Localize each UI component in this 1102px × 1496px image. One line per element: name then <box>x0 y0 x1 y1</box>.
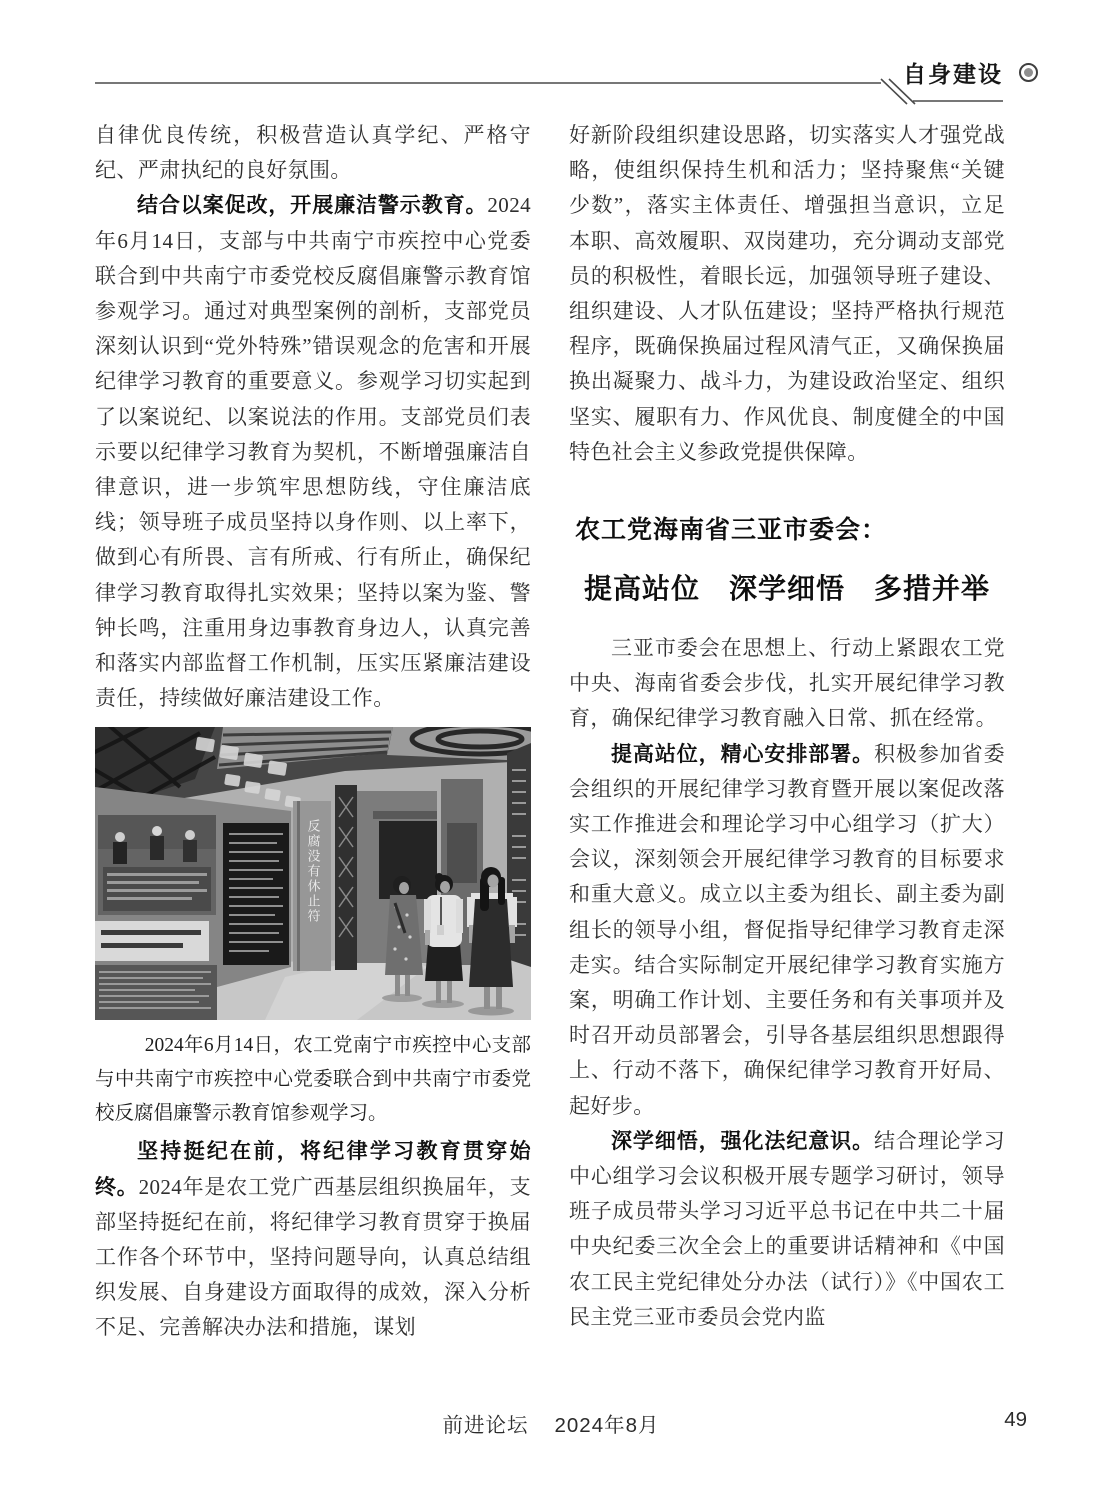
photo-courtroom-panel <box>98 815 216 915</box>
paragraph-intro: 三亚市委会在思想上、行动上紧跟农工党中央、海南省委会步伐，扎实开展纪律学习教育，确保纪律学习教育融入日常、抓在经常。 <box>569 636 1005 731</box>
exhibition-photo-figure <box>95 727 531 1020</box>
issue-date: 2024年8月 <box>554 1414 660 1437</box>
photo-lower-text-wall <box>95 965 217 1020</box>
article-title: 提高站位 深学细悟 多措并举 <box>583 573 990 605</box>
photo-caption-plate <box>95 921 209 961</box>
photo-corridor <box>357 779 483 965</box>
right-column <box>569 118 1005 1335</box>
paragraph-deep-study <box>569 1124 1005 1335</box>
photo-lattice-strip <box>335 785 357 970</box>
paragraph-discipline-first <box>95 1134 531 1345</box>
paragraph-lead: 坚持挺纪在前，将纪律学习教育贯穿始终。 <box>95 1140 531 1199</box>
photo-dark-text-board <box>223 823 289 965</box>
left-column <box>95 118 531 1346</box>
journal-name: 前进论坛 <box>442 1414 529 1437</box>
paragraph-lead: 结合以案促改，开展廉洁警示教育。 <box>137 194 488 218</box>
photo-vertical-banner <box>293 801 331 971</box>
paragraph-text: 积极参加省委会组织的开展纪律学习教育暨开展以案促改落实工作推进会和理论学习中心组学习（扩大）会议，深刻领会开展纪律学习教育的目标要求和重大意义。成立以主委为组长、副主委为副组长的领导小组，督促指导纪律学习教育走深走实。结合实际制定开展纪律学习教育实施方案，明确工作计划、主要任务和有关事项并及时召开动员部署会，引导各基层组织思想跟得上、行动不落下，确保纪律学习教育开好局、起好步。 <box>569 741 1005 1118</box>
photo-vertical-banner-text: 反腐没有休止符 <box>305 819 321 925</box>
paragraph-text: 结合理论学习中心组学习会议积极开展专题学习研讨，领导班子成员带头学习习近平总书记在中共二十届中央纪委三次全会上的重要讲话精神和《中国农工民主党纪律处分办法（试行）》《中国农工民主党三亚市委员会党内监 <box>569 1128 1005 1329</box>
paragraph-continuation: 自律优良传统，积极营造认真学纪、严格守纪、严肃执纪的良好氛围。 <box>95 123 531 183</box>
paragraph-case-warning-education <box>95 188 531 716</box>
paragraph-continuation: 好新阶段组织建设思路，切实落实人才强党战略，使组织保持生机和活力；坚持聚焦“关键少数”，落实主体责任、增强担当意识，立足本职、高效履职、双岗建功，充分调动支部党员的积极性，着眼长远，加强领导班子建设、组织建设、人才队伍建设；坚持严格执行规范程序，既确保换届过程风清气正，又确保换届换出凝聚力、战斗力，为建设政治坚定、组织坚实、履职有力、作风优良、制度健全的中国特色社会主义参政党提供保障。 <box>569 123 1005 464</box>
page-footer <box>0 1408 1102 1438</box>
section-label: 自身建设 <box>903 61 1003 87</box>
exhibition-photo <box>95 727 531 1020</box>
paragraph-raise-position <box>569 737 1005 1124</box>
header-rule <box>95 58 1007 106</box>
bullseye-circle-icon <box>1019 63 1038 82</box>
photo-caption: 2024年6月14日，农工党南宁市疾控中心支部与中共南宁市疾控中心党委联合到中共南宁市委党校反腐倡廉警示教育馆参观学习。 <box>95 1035 531 1125</box>
paragraph-lead: 深学细悟，强化法纪意识。 <box>611 1129 874 1153</box>
article-kicker: 农工党海南省三亚市委会： <box>575 516 888 545</box>
circle-dot <box>1024 68 1033 77</box>
paragraph-lead: 提高站位，精心安排部署。 <box>611 742 874 766</box>
paragraph-text: 2024年是农工党广西基层组织换届年，支部坚持挺纪在前，将纪律学习教育贯穿于换届工作各个环节中，坚持问题导向，认真总结组织发展、自身建设方面取得的成效，深入分析不足、完善解决办法和措施，谋划 <box>95 1174 531 1340</box>
page-number: 49 <box>1004 1408 1027 1431</box>
paragraph-text: 2024年6月14日，支部与中共南宁市疾控中心党委联合到中共南宁市委党校反腐倡廉警示教育馆参观学习。通过对典型案例的剖析，支部党员深刻认识到“党外特殊”错误观念的危害和开展纪律学习教育的重要意义。参观学习切实起到了以案说纪、以案说法的作用。支部党员们表示要以纪律学习教育为契机，不断增强廉洁自律意识，进一步筑牢思想防线，守住廉洁底线；领导班子成员坚持以身作则、以上率下，做到心有所畏、言有所戒、行有所止，确保纪律学习教育取得扎实效果；坚持以案为鉴、警钟长鸣，注重用身边事教育身边人，认真完善和落实内部监督工作机制，压实压紧廉洁建设责任，持续做好廉洁建设工作。 <box>95 193 531 711</box>
